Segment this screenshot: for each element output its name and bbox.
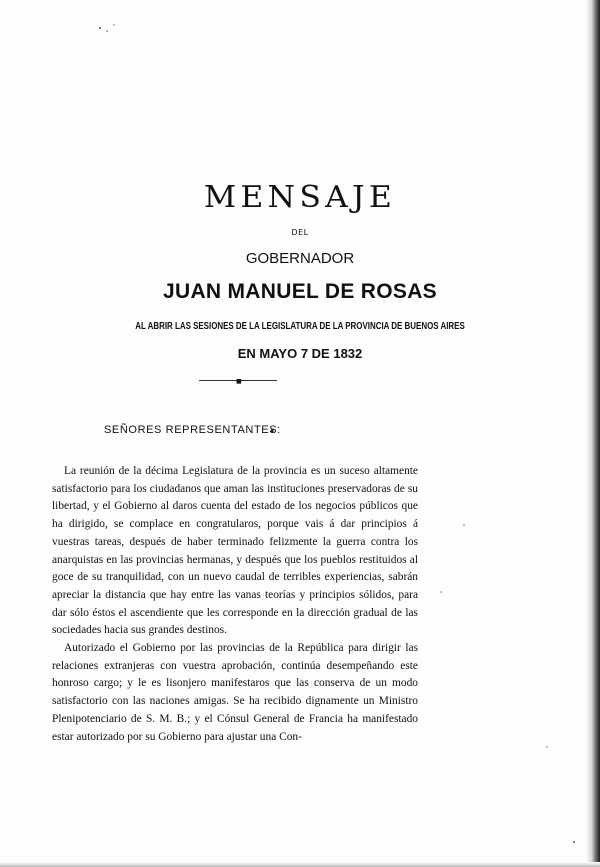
governor-name: JUAN MANUEL DE ROSAS <box>163 280 437 303</box>
scan-edge-shadow <box>586 0 600 867</box>
document-preposition: DEL <box>291 228 309 237</box>
document-title: MENSAJE <box>203 180 397 215</box>
scan-bottom-edge <box>0 862 600 867</box>
document-subtitle: AL ABRIR LAS SESIONES DE LA LEGISLATURA DE LA PROVINCIA DE BUENOS AIRES <box>135 321 465 332</box>
paragraph: Autorizado el Gobierno por las provincias de la República para dirigir las relaciones extranjeras con vuestra aprobación, continúa desempeñando este honroso cargo; y le es lisonjero manifestaros que las conserva de un modo satisfactorio con las naciones amigas. Se ha recibido dignamente un Ministro Plenipotenciario de S. M. B.; y el Cónsul General de Francia ha manifestado estar autorizado por su Gobierno para ajustar una Con- <box>52 642 418 743</box>
ornamental-rule-dot: ■ <box>236 378 242 385</box>
document-office: GOBERNADOR <box>245 250 355 267</box>
document-date: EN MAYO 7 DE 1832 <box>237 346 363 361</box>
paragraph: La reunión de la décima Legislatura de la provincia es un suceso altamente satisfactorio para los ciudadanos que aman las instituciones preservadoras de su libertad, y el Gobierno al daros cuenta del estado de los negocios públicos que ha dirigido, se complace en congratularos, porque vais á dar principios á vuestras tareas, después de haber terminado felizmente la guerra contra los anarquistas en las provincias hermanas, y después que los pueblos restituidos al goce de su tranquilidad, con un nuevo caudal de terribles experiencias, sabrán apreciar la distancia que hay entre las vanas teorías y principios sólidos, para dar sólo éstos el ascendiente que les corresponde en la dirección gradual de las sociedades hacia sus grandes destinos. <box>52 465 418 637</box>
document-body <box>52 463 418 746</box>
salutation: SEÑORES REPRESENTANTES: <box>104 424 281 436</box>
